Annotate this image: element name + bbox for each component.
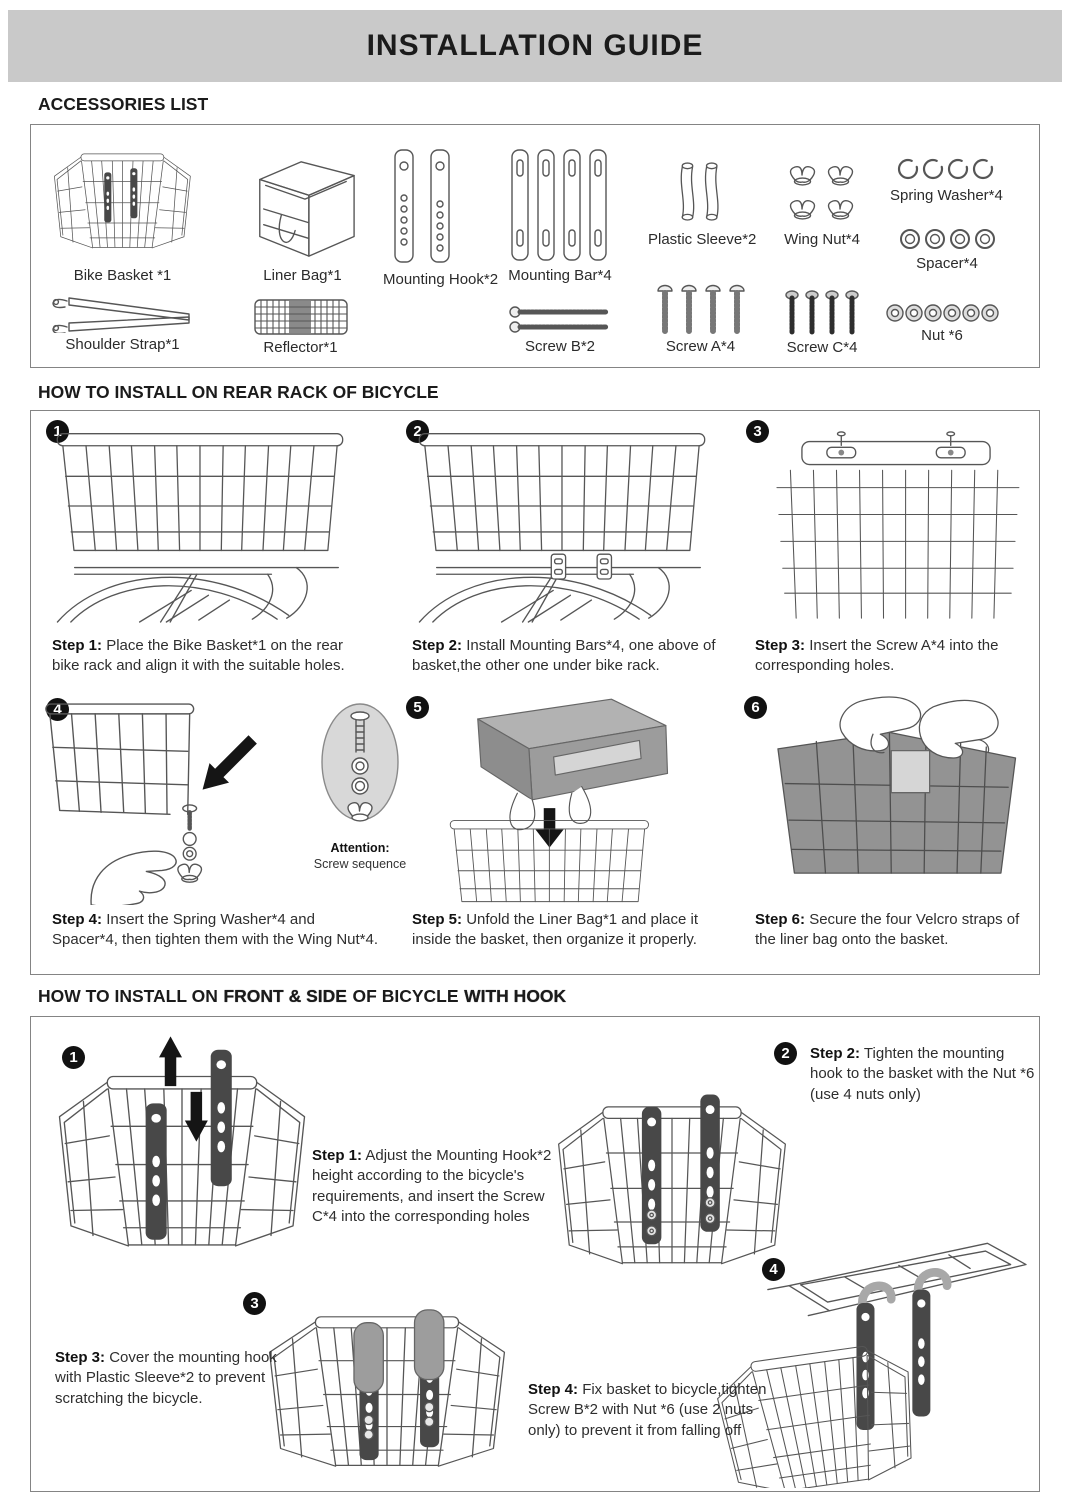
step-body: Unfold the Liner Bag*1 and place it inside the basket, then organize it properly. xyxy=(412,911,699,949)
step-label: Step 4: xyxy=(52,911,103,928)
step-label: Step 4: xyxy=(528,1381,579,1398)
heading-part: WITH HOOK xyxy=(464,986,567,1006)
rear-step1-illustration xyxy=(46,426,366,626)
liner-bag-icon xyxy=(244,152,362,264)
step-body: Tighten the mounting hook to the basket with the Nut *6 (use 4 nuts only) xyxy=(810,1045,1035,1103)
heading-part: OF BICYCLE xyxy=(352,986,459,1006)
attention-screw-sequence-diagram xyxy=(318,700,402,836)
screw-b-icon xyxy=(508,303,612,335)
step-badge-3: 3 xyxy=(243,1292,266,1315)
accessory-spring-washer xyxy=(890,154,1003,204)
header-banner xyxy=(8,10,1062,82)
front-step1-illustration xyxy=(48,1036,316,1274)
step-label: Step 2: xyxy=(412,637,463,654)
accessory-nut xyxy=(880,302,1004,344)
arrow-icon xyxy=(193,730,263,800)
accessory-label: Plastic Sleeve*2 xyxy=(648,231,757,248)
accessory-label: Screw A*4 xyxy=(665,338,736,355)
front-step2-text xyxy=(810,1044,1038,1105)
heading-part: FRONT & SIDE xyxy=(223,986,347,1006)
step-badge-2: 2 xyxy=(406,420,429,443)
step-body: Cover the mounting hook with Plastic Sleeve*2 to prevent scratching the bicycle. xyxy=(55,1349,277,1407)
arrow-down-icon xyxy=(185,1092,208,1142)
accessory-label: Screw C*4 xyxy=(786,339,858,356)
accessory-label: Liner Bag*1 xyxy=(263,267,342,284)
rear-step5-illustration xyxy=(420,694,684,904)
plastic-sleeve-icon xyxy=(673,156,729,228)
front-section-heading xyxy=(38,986,572,1007)
accessory-liner-bag xyxy=(240,152,365,284)
step-label: Step 3: xyxy=(755,637,806,654)
accessory-screw-b xyxy=(502,303,618,355)
heading-part: HOW TO INSTALL ON xyxy=(38,986,218,1006)
attention-text: Screw sequence xyxy=(313,857,407,872)
step-body: Insert the Screw A*4 into the corresponding holes. xyxy=(755,637,999,675)
step-label: Step 5: xyxy=(412,911,463,928)
accessory-label: Nut *6 xyxy=(921,327,963,344)
accessory-label: Mounting Hook*2 xyxy=(383,271,499,288)
rear-step4-text xyxy=(52,910,382,951)
step-badge-5: 5 xyxy=(406,696,429,719)
rear-step2-text xyxy=(412,636,730,677)
accessory-mounting-hook xyxy=(383,146,499,288)
step-label: Step 1: xyxy=(52,637,103,654)
accessory-label: Spring Washer*4 xyxy=(890,187,1003,204)
attention-title: Attention: xyxy=(330,841,390,855)
step-body: Fix basket to bicycle,tighten Screw B*2 with Nut *6 (use 2 nuts only) to prevent it from falling off xyxy=(528,1381,767,1439)
accessory-label: Mounting Bar*4 xyxy=(508,267,612,284)
front-step4-text xyxy=(528,1380,776,1441)
step-badge-4: 4 xyxy=(46,698,69,721)
page-title: INSTALLATION GUIDE xyxy=(366,29,704,62)
front-step1-text xyxy=(312,1146,554,1228)
mounting-hook-icon xyxy=(391,146,455,268)
step-badge-6: 6 xyxy=(744,696,767,719)
step-label: Step 3: xyxy=(55,1349,106,1366)
spring-washer-icon xyxy=(896,154,994,184)
arrow-up-icon xyxy=(159,1036,182,1086)
accessory-label: Wing Nut*4 xyxy=(784,231,860,248)
step-badge-2: 2 xyxy=(774,1042,797,1065)
step-label: Step 6: xyxy=(755,911,806,928)
spacer-icon xyxy=(898,226,996,252)
accessory-shoulder-strap xyxy=(45,293,200,353)
accessory-mounting-bar xyxy=(500,146,620,284)
nut-icon xyxy=(885,302,999,324)
bike-basket-icon xyxy=(48,138,198,264)
accessory-screw-a xyxy=(648,281,753,355)
accessories-heading: ACCESSORIES LIST xyxy=(38,94,209,114)
attention-label xyxy=(305,840,415,873)
accessory-bike-basket xyxy=(45,138,200,284)
accessory-label: Screw B*2 xyxy=(524,338,596,355)
accessory-label: Shoulder Strap*1 xyxy=(65,336,180,353)
step-badge-3: 3 xyxy=(746,420,769,443)
rear-step3-text xyxy=(755,636,1023,677)
rear-section-heading: HOW TO INSTALL ON REAR RACK OF BICYCLE xyxy=(38,382,439,402)
rear-step4-illustration xyxy=(40,700,298,905)
shoulder-strap-icon xyxy=(49,293,197,333)
rear-step6-text xyxy=(755,910,1027,951)
rear-step5-text xyxy=(412,910,717,951)
accessory-wing-nut xyxy=(772,162,872,248)
step-body: Place the Bike Basket*1 on the rear bike rack and align it with the suitable holes. xyxy=(52,637,345,675)
hand-icon xyxy=(91,851,176,905)
step-badge-1: 1 xyxy=(62,1046,85,1069)
step-badge-1: 1 xyxy=(46,420,69,443)
front-step3-text xyxy=(55,1348,307,1409)
rear-step3-illustration xyxy=(752,430,1040,622)
wing-nut-icon xyxy=(785,162,859,228)
accessory-label: Reflector*1 xyxy=(263,339,338,356)
accessory-reflector xyxy=(243,298,358,356)
reflector-icon xyxy=(253,298,349,336)
step-label: Step 1: xyxy=(312,1147,363,1164)
screw-c-icon xyxy=(782,286,862,336)
screw-a-icon xyxy=(653,281,749,335)
mounting-bar-icon xyxy=(510,146,610,264)
accessory-spacer xyxy=(892,226,1002,272)
rear-step6-illustration xyxy=(752,694,1036,906)
rear-step2-illustration xyxy=(408,426,728,626)
step-body: Secure the four Velcro straps of the liner bag onto the basket. xyxy=(755,911,1020,949)
accessory-plastic-sleeve xyxy=(648,156,757,248)
rear-step1-text xyxy=(52,636,374,677)
step-label: Step 2: xyxy=(810,1045,861,1062)
step-body: Insert the Spring Washer*4 and Spacer*4, then tighten them with the Wing Nut*4. xyxy=(52,911,379,949)
step-badge-4: 4 xyxy=(762,1258,785,1281)
step-body: Install Mounting Bars*4, one above of basket,the other one under bike rack. xyxy=(412,637,716,675)
accessory-label: Bike Basket *1 xyxy=(73,267,172,284)
front-step4-illustration xyxy=(700,1226,1038,1488)
step-body: Adjust the Mounting Hook*2 height according to the bicycle's requirements, and insert the Screw C*4 into the corresponding holes xyxy=(312,1147,552,1226)
accessory-screw-c xyxy=(772,286,872,356)
accessory-label: Spacer*4 xyxy=(916,255,978,272)
